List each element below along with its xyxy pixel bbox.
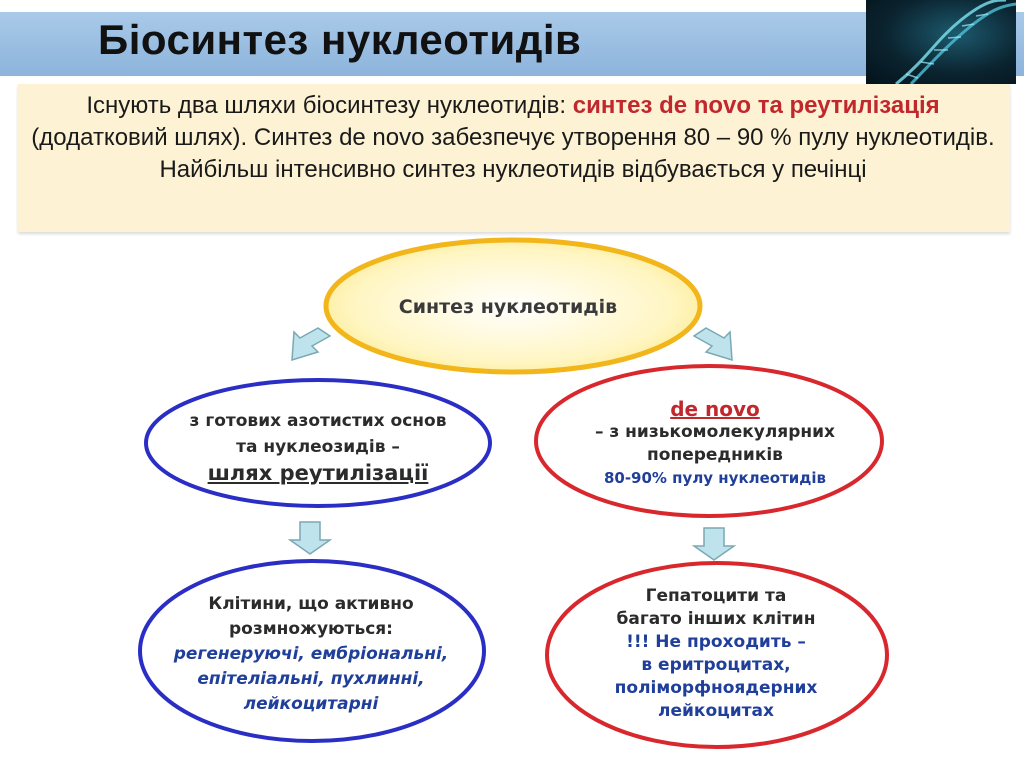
hepatocytes-line6: лейкоцитах — [658, 701, 774, 721]
proliferating-line4: епітеліальні, пухлинні, — [197, 669, 425, 689]
de-novo-line1: – з низькомолекулярних — [594, 422, 836, 442]
hepatocytes-line2: багато інших клітин — [616, 609, 816, 629]
reutilization-line1: з готових азотистих основ — [189, 411, 447, 431]
proliferating-line1: Клітини, що активно — [208, 594, 414, 614]
hepatocytes-line3: !!! Не проходить – — [626, 632, 806, 652]
intro-text-part2: (додатковий шлях). Синтез de novo забезпечує утворення 80 – 90 % пулу нуклеотидів. Найбільш інтенсивно синтез нуклеотидів відбувається у печінці — [31, 124, 995, 183]
proliferating-cells-node — [150, 592, 472, 717]
proliferating-line3: регенеруючі, ембріональні, — [173, 644, 449, 664]
reutilization-line3: шлях реутилізації — [207, 461, 429, 485]
page-title: Біосинтез нуклеотидів — [98, 16, 582, 63]
hepatocytes-line1: Гепатоцити та — [645, 586, 787, 606]
proliferating-line5: лейкоцитарні — [243, 694, 379, 714]
intro-text-part1: Існують два шляхи біосинтезу нуклеотидів: — [86, 92, 573, 119]
arrow-down-icon — [290, 522, 330, 554]
intro-highlight: синтез de novo та реутилізація — [572, 92, 940, 119]
arrow-down-icon — [694, 528, 734, 560]
de-novo-node — [560, 398, 870, 490]
arrow-down-right-icon — [694, 328, 732, 360]
de-novo-title: de novo — [670, 397, 760, 421]
hepatocytes-line5: поліморфноядерних — [614, 678, 818, 698]
reutilization-node — [158, 408, 478, 486]
arrow-down-left-icon — [292, 328, 330, 360]
proliferating-line2: розмножуються: — [229, 619, 393, 639]
reutilization-line2: та нуклеозидів – — [236, 437, 400, 457]
de-novo-line3: 80-90% пулу нуклеотидів — [603, 469, 827, 487]
hepatocytes-line4: в еритроцитах, — [641, 655, 791, 675]
hepatocytes-node — [568, 585, 864, 723]
main-node-label: Синтез нуклеотидів — [398, 296, 618, 318]
de-novo-line2: попередників — [647, 445, 783, 465]
